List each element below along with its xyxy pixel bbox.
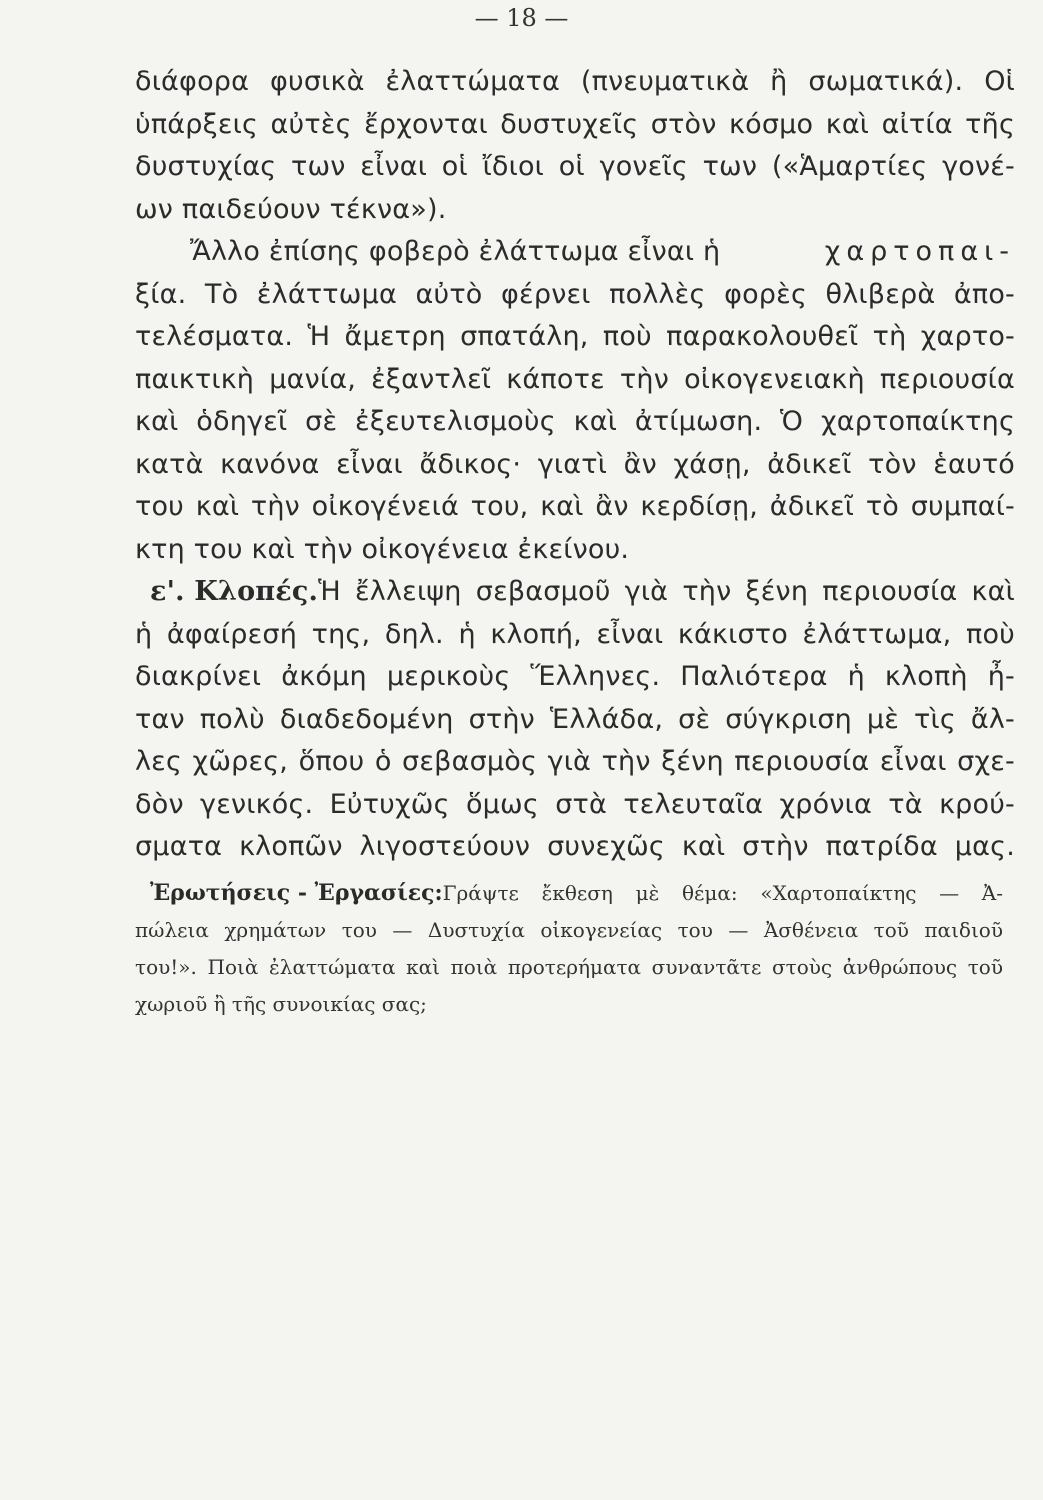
text-line: ταν πολὺ διαδεδομένη στὴν Ἑλλάδα, σὲ σύγκριση μὲ τὶς ἄλ-: [135, 704, 1015, 735]
text-line: κτη του καὶ τὴν οἰκογένεια ἐκείνου.: [135, 534, 630, 565]
page-number: — 18 —: [474, 4, 569, 32]
text-line: ὑπάρξεις αὐτὲς ἔρχονται δυστυχεῖς στὸν κόσμο καὶ αἰτία τῆς: [135, 109, 1015, 140]
text-line: ἡ ἀφαίρεσή της, δηλ. ἡ κλοπή, εἶναι κάκιστο ἐλάττωμα, ποὺ: [135, 619, 1015, 650]
exercise-line: [150, 878, 1003, 908]
text-line: κατὰ κανόνα εἶναι ἄδικος· γιατὶ ἂν χάσῃ, ἀδικεῖ τὸν ἑαυτό: [135, 449, 1015, 480]
exercise-line: του!». Ποιὰ ἐλαττώματα καὶ ποιὰ προτερήματα συναντᾶτε στοὺς ἀνθρώπους τοῦ: [135, 955, 1003, 979]
text-line: ξία. Τὸ ἐλάττωμα αὐτὸ φέρνει πολλὲς φορὲς θλιβερὰ ἀπο-: [135, 279, 1015, 310]
text-line: διάφορα φυσικὰ ἐλαττώματα (πνευματικὰ ἢ σωματικά). Οἱ: [135, 66, 1015, 97]
text-line: δὸν γενικός. Εὐτυχῶς ὅμως στὰ τελευταῖα χρόνια τὰ κρού-: [135, 789, 1015, 820]
text-line: διακρίνει ἀκόμη μερικοὺς Ἕλληνες. Παλιότερα ἡ κλοπὴ ἦ-: [135, 661, 1015, 692]
section-heading: ε'. Κλοπές.: [150, 576, 319, 607]
text-line: δυστυχίας των εἶναι οἱ ἴδιοι οἱ γονεῖς των («Ἁμαρτίες γονέ-: [135, 151, 1015, 182]
exercise-line: πώλεια χρημάτων του — Δυστυχία οἰκογενείας του — Ἀσθένεια τοῦ παιδιοῦ: [135, 918, 1003, 942]
text-line: του καὶ τὴν οἰκογένειά του, καὶ ἂν κερδίσῃ, ἀδικεῖ τὸ συμπαί-: [135, 491, 1015, 522]
text-line: τελέσματα. Ἡ ἄμετρη σπατάλη, ποὺ παρακολουθεῖ τὴ χαρτο-: [135, 321, 1015, 352]
exercise-line: χωριοῦ ἢ τῆς συνοικίας σας;: [135, 992, 427, 1016]
text-line: καὶ ὁδηγεῖ σὲ ἐξευτελισμοὺς καὶ ἀτίμωση. Ὁ χαρτοπαίκτης: [135, 406, 1015, 437]
exercise-fragment: Γράψτε ἔκθεση μὲ θέμα: «Χαρτοπαίκτης — Ἀ-: [442, 881, 1003, 905]
text-fragment: Ἄλλο ἐπίσης φοβερὸ ἐλάττωμα εἶναι ἡ: [190, 236, 721, 267]
text-line: λες χῶρες, ὅπου ὁ σεβασμὸς γιὰ τὴν ξένη περιουσία εἶναι σχε-: [135, 746, 1015, 777]
spaced-emphasis: χαρτοπαι-: [824, 236, 1015, 267]
text-line: [190, 234, 1015, 270]
text-fragment: Ἡ ἔλλειψη σεβασμοῦ γιὰ τὴν ξένη περιουσία καὶ: [318, 576, 1015, 607]
exercises-heading: Ἐρωτήσεις - Ἐργασίες:: [150, 880, 443, 906]
text-line: παικτικὴ μανία, ἐξαντλεῖ κάποτε τὴν οἰκογενειακὴ περιουσία: [135, 364, 1015, 395]
text-line: ων παιδεύουν τέκνα»).: [135, 194, 447, 225]
text-line: σματα κλοπῶν λιγοστεύουν συνεχῶς καὶ στὴν πατρίδα μας.: [135, 831, 1015, 862]
text-line: [150, 574, 1015, 610]
